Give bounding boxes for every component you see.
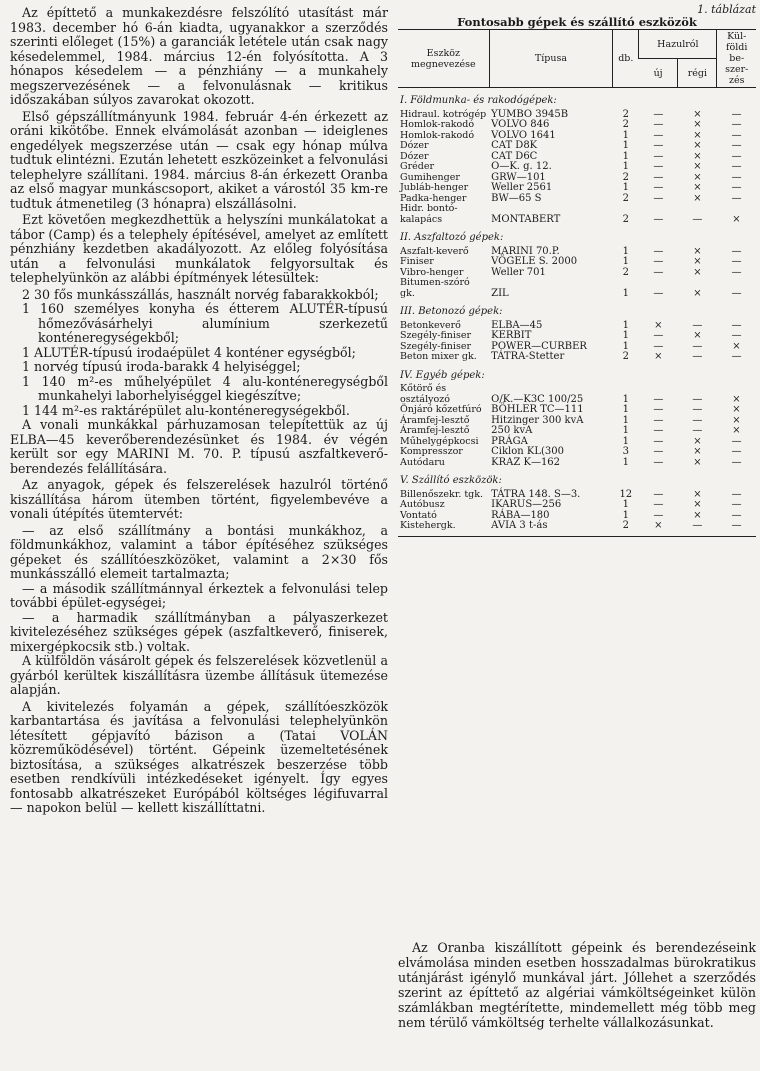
table-block <box>398 4 756 537</box>
cell-new: — <box>653 245 664 257</box>
paragraph-6: A külföldön vásárolt gépek és felszerelések közvetlenül a gyárból kerültek kiszállításra üzembe állításuk ütemezése alapján. <box>10 653 388 697</box>
cell-foreign: — <box>731 129 742 141</box>
cell-foreign: — <box>731 245 742 257</box>
table-row <box>398 183 756 194</box>
cell-new: — <box>653 287 664 299</box>
table-row <box>398 490 756 501</box>
cell-old: — <box>692 404 703 415</box>
cell-name: Kompresszor <box>400 446 463 457</box>
cell-new: — <box>653 393 664 405</box>
cell-foreign: — <box>731 108 742 120</box>
cell-type: MARINI 70.P. <box>491 245 560 257</box>
cell-name: Vontató <box>400 509 437 521</box>
cell-qty: 2 <box>622 351 629 362</box>
table-row <box>398 521 756 536</box>
cell-foreign: × <box>732 404 741 415</box>
cell-foreign: — <box>731 319 742 331</box>
cell-old: — <box>692 319 703 331</box>
cell-qty: 2 <box>622 119 629 130</box>
paragraph-5: Az anyagok, gépek és felszerelések hazulról történő kiszállítása három ütemben történt, figyelembevéve a vonali útépítés ütemtervét: <box>10 477 388 521</box>
cell-new: — <box>653 182 664 193</box>
list-item: 2 30 fős munkásszállás, használt norvég fabarakkokból; <box>22 286 379 302</box>
cell-type: RÁBA—180 <box>491 509 550 521</box>
table-row <box>398 247 756 258</box>
cell-old: × <box>693 150 702 162</box>
cell-foreign: × <box>732 393 741 405</box>
cell-new: — <box>653 499 664 510</box>
cell-new: — <box>653 256 664 267</box>
left-column <box>10 6 388 818</box>
section-title: III. Betonozó gépek: <box>400 306 503 317</box>
cell-foreign: × <box>732 425 741 436</box>
cell-qty: 1 <box>622 182 629 193</box>
cell-new: — <box>653 161 664 172</box>
table-row <box>398 257 756 268</box>
cell-name: Autóbusz <box>400 499 445 510</box>
cell-old: × <box>693 256 702 267</box>
cell-qty: 2 <box>622 192 629 204</box>
section-row <box>398 88 756 110</box>
cell-name: Áramfej-lesztő <box>400 425 470 436</box>
cell-qty: 2 <box>622 171 629 183</box>
cell-name: Dózer <box>400 150 429 162</box>
header-name: Eszköz megnevezése <box>398 30 489 88</box>
list-item: 1 norvég típusú iroda-barakk 4 helyiséggel; <box>22 359 301 374</box>
cell-new: — <box>653 340 664 352</box>
cell-qty: 1 <box>622 319 629 331</box>
cell-type: CAT D8K <box>491 140 538 151</box>
cell-name: Gréder <box>400 161 434 172</box>
cell-foreign: — <box>731 435 742 447</box>
paragraph-right: Az Oranba kiszállított gépeink és berendezéseink elvámolása minden esetben hosszadalmas bürokratikus utánjárást igénylő munkával járt. Jóllehet a szerződés szerint az építtető az algériai vámköltségeinket külön számlákban megtérítette, mindemellett még több meg nem térülő vámköltség terhelte vállalkozásunkat. <box>398 940 756 1030</box>
cell-name: Billenőszekr. tgk. <box>400 488 484 500</box>
cell-name: Kőtörő és osztályozó <box>400 383 450 405</box>
cell-new: — <box>653 446 664 457</box>
paragraph-4: A vonali munkákkal párhuzamosan telepítettük az új ELBA—45 keverőberendezésünket és 1984. év végén került sor egy MARINI M. 70. P. típusú aszfaltkeverő-berendezés felállítására. <box>10 417 388 476</box>
section-title: II. Aszfaltozó gépek: <box>400 232 504 243</box>
cell-name: Aszfalt-keverő <box>400 245 469 257</box>
table-row <box>398 162 756 173</box>
section-row <box>398 225 756 247</box>
cell-qty: 1 <box>622 140 629 151</box>
cell-qty: 3 <box>622 446 629 457</box>
cell-name: Homlok-rakodó <box>400 129 475 141</box>
cell-type: VOLVO 846 <box>491 119 550 130</box>
cell-type: KRAZ K—162 <box>491 456 561 468</box>
cell-foreign: — <box>731 446 742 457</box>
cell-type: Hitzinger 300 kvA <box>491 414 584 426</box>
cell-type: ELBA—45 <box>491 319 543 331</box>
cell-old: × <box>693 129 702 141</box>
cell-old: × <box>693 509 702 521</box>
table-row <box>398 331 756 342</box>
cell-name: Hidraul. kotrógép <box>400 108 487 120</box>
dash-item: — az első szállítmány a bontási munkákhoz, a földmunkákhoz, valamint a tábor építéséhez szükséges gépeket és szállítóeszközöket, valamint a 2×30 fős munkásszálló elemeit tartalmazta; <box>10 522 388 581</box>
cell-name: Kistehergk. <box>398 521 489 536</box>
cell-qty: 2 <box>622 108 629 120</box>
cell-name: Jubláb-henger <box>400 182 469 193</box>
cell-name: Áramfej-lesztő <box>400 414 470 426</box>
cell-type: Ciklon KL(300 <box>491 446 564 457</box>
cell-new: — <box>653 150 664 162</box>
cell-qty: 12 <box>619 488 633 500</box>
cell-foreign: — <box>731 509 742 521</box>
table-body <box>398 88 756 537</box>
cell-old: — <box>692 425 703 436</box>
cell-name: Vibro-henger <box>400 266 464 278</box>
cell-foreign: — <box>731 119 742 130</box>
table-row <box>398 204 756 225</box>
cell-name: Műhelygépkocsi <box>400 435 479 447</box>
cell-old: × <box>693 287 702 299</box>
cell-qty: 1 <box>622 509 629 521</box>
cell-foreign: — <box>731 192 742 204</box>
cell-old: — <box>692 393 703 405</box>
cell-old: × <box>693 119 702 130</box>
table-row <box>398 152 756 163</box>
cell-foreign: — <box>731 140 742 151</box>
cell-type: MONTABERT <box>491 213 561 225</box>
cell-old: × <box>693 488 702 500</box>
cell-qty: 1 <box>622 456 629 468</box>
table-number: 1. táblázat <box>697 3 756 16</box>
section-row <box>398 363 756 385</box>
cell-foreign: × <box>732 213 741 225</box>
table-row <box>398 426 756 437</box>
table-row <box>398 141 756 152</box>
cell-foreign: — <box>731 287 742 299</box>
cell-name: Szegély-finiser <box>400 340 471 352</box>
cell-old: × <box>693 245 702 257</box>
equipment-table <box>398 29 756 537</box>
cell-qty: 1 <box>622 330 629 341</box>
paragraph-7: A kivitelezés folyamán a gépek, szállítóeszközök karbantartása és javítása a felvonulási telephelyünkön létesített gépjavító bázison a (Tatai VOLÁN közreműködésével) történt. Gépeink üzemeltetésének biztosítása, a szükséges alkatrészek beszerzése több esetben rendkívüli intézkedéseket igényelt. Így egyes fontosabb alkatrészeket Európából költséges légifuvarral — napokon belül — kellett kiszállíttatni. <box>10 698 388 815</box>
paragraph-3: Ezt követően megkezdhettük a helyszíni munkálatokat a tábor (Camp) és a telephely építésével, amelyet az említett pénzhiány kezdetben akadályozott. Az előleg folyósítása után a felvonulási munkálatok felgyorsultak és telephelyünkön az alábbi építmények létesültek: <box>10 212 388 285</box>
cell-type: VÖGELE S. 2000 <box>491 256 578 267</box>
section-row <box>398 468 756 490</box>
cell-qty: 1 <box>622 245 629 257</box>
header-foreign: Kül-földi be-szer-zés <box>717 30 756 88</box>
cell-type: CAT D6C <box>491 150 538 162</box>
table-row <box>398 458 756 469</box>
cell-new: — <box>653 414 664 426</box>
cell-qty: 2 <box>622 266 629 278</box>
list-item: 1 144 m²-es raktárépület alu-konténeregységekből. <box>22 402 350 418</box>
cell-qty: 1 <box>622 404 629 415</box>
cell-new: — <box>653 108 664 120</box>
section-title: I. Földmunka- és rakodógépek: <box>400 95 557 106</box>
table-title: Fontosabb gépek és szállító eszközök <box>457 15 697 29</box>
cell-new: — <box>653 266 664 278</box>
cell-type: GRW—101 <box>491 171 546 183</box>
table-row <box>398 131 756 142</box>
dash-item: — a harmadik szállítmányban a pályaszerkezet kivitelezéséhez szükséges gépek (aszfaltkeverő, finiserek, mixergépkocsik stb.) voltak. <box>10 609 388 654</box>
cell-new: — <box>653 404 664 415</box>
cell-qty: 1 <box>622 340 629 352</box>
cell-foreign: — <box>731 171 742 183</box>
cell-type: POWER—CURBER <box>491 340 587 352</box>
cell-type: YUMBO 3945B <box>491 108 569 120</box>
cell-name: Finiser <box>400 256 434 267</box>
cell-foreign: — <box>731 499 742 510</box>
cell-type: O/K.—K3C 100/25 <box>491 393 584 405</box>
cell-qty: 1 <box>622 161 629 172</box>
cell-type: Weller 2561 <box>491 182 553 193</box>
cell-foreign: — <box>731 266 742 278</box>
cell-new: — <box>653 119 664 130</box>
cell-old: × <box>693 266 702 278</box>
cell-foreign: — <box>731 488 742 500</box>
cell-qty: 1 <box>622 414 629 426</box>
cell-type: PRÁGA <box>491 435 528 447</box>
table-row <box>398 405 756 416</box>
cell-type: VOLVO 1641 <box>491 129 556 141</box>
cell-foreign: — <box>731 161 742 172</box>
cell-qty: 2 <box>613 521 639 536</box>
dash-item: — a második szállítmánnyal érkeztek a felvonulási telep további épület-egységei; <box>10 580 388 610</box>
cell-qty: 1 <box>622 150 629 162</box>
cell-old: × <box>693 161 702 172</box>
table-row <box>398 278 756 299</box>
cell-old: — <box>692 213 703 225</box>
section-row <box>398 299 756 321</box>
cell-new: — <box>653 488 664 500</box>
cell-foreign: — <box>731 456 742 468</box>
table-row <box>398 120 756 131</box>
cell-type: TÁTRA-Stetter <box>491 351 565 362</box>
cell-type: AVIA 3 t-ás <box>489 521 613 536</box>
cell-name: Autódaru <box>400 456 445 468</box>
header-home: Hazulról <box>639 30 717 59</box>
cell-name: Padka-henger <box>400 192 467 204</box>
cell-new: — <box>653 213 664 225</box>
table-row <box>398 352 756 363</box>
cell-name: Szegély-finiser <box>400 330 471 341</box>
cell-foreign: — <box>731 256 742 267</box>
cell-type: ZIL <box>491 287 509 299</box>
cell-foreign: × <box>732 340 741 352</box>
cell-new: — <box>653 425 664 436</box>
cell-new: × <box>639 521 678 536</box>
cell-old: × <box>693 499 702 510</box>
section-title: IV. Egyéb gépek: <box>400 369 485 381</box>
cell-new: × <box>654 351 663 362</box>
cell-type: TÁTRA 148. S—3. <box>491 488 581 500</box>
cell-qty: 1 <box>622 435 629 447</box>
cell-old: — <box>692 340 703 352</box>
cell-old: × <box>693 330 702 341</box>
cell-type: BW—65 S <box>491 192 542 204</box>
cell-name: Betonkeverő <box>400 319 461 331</box>
cell-type: KERBIT <box>491 330 532 341</box>
cell-name: Bitumen-szóró gk. <box>400 277 470 299</box>
table-row <box>398 500 756 511</box>
cell-qty: 1 <box>622 287 629 299</box>
cell-qty: 1 <box>622 256 629 267</box>
cell-qty: 1 <box>622 129 629 141</box>
cell-old: × <box>693 171 702 183</box>
cell-new: — <box>653 435 664 447</box>
header-type: Típusa <box>489 30 613 88</box>
list-item: 1 ALUTÉR-típusú irodaépület 4 konténer egységből; <box>22 344 356 360</box>
cell-new: — <box>653 330 664 341</box>
cell-name: Dózer <box>400 140 429 151</box>
cell-type: Weller 701 <box>491 266 546 278</box>
cell-old: × <box>693 182 702 193</box>
cell-old: × <box>693 140 702 151</box>
cell-foreign: × <box>732 414 741 426</box>
cell-old: — <box>678 521 717 536</box>
cell-type: IKARUS—256 <box>491 499 562 510</box>
cell-new: — <box>653 456 664 468</box>
list-item: 1 140 m²-es műhelyépület 4 alu-konténeregységből munkahelyi laborhelyiséggel kiegészítve; <box>22 373 388 403</box>
cell-old: — <box>692 414 703 426</box>
cell-new: — <box>653 140 664 151</box>
cell-type: BÖHLER TC—111 <box>491 404 584 415</box>
header-old: régi <box>678 59 717 88</box>
cell-type: 250 kvA <box>491 425 533 436</box>
header-new: új <box>639 59 678 88</box>
cell-foreign: — <box>731 330 742 341</box>
cell-old: × <box>693 435 702 447</box>
table-row <box>398 384 756 405</box>
table-row <box>398 447 756 458</box>
cell-old: × <box>693 192 702 204</box>
list-item: 1 160 személyes konyha és étterem ALUTÉR-típusú hőmezővásárhelyi alumínium szerkezetű konténeregységekből; <box>22 301 388 345</box>
cell-qty: 1 <box>622 425 629 436</box>
section-title: V. Szállító eszközök: <box>400 475 502 486</box>
cell-name: Gumihenger <box>400 171 460 183</box>
paragraph-1: Az építtető a munkakezdésre felszólító utasítást már 1983. december hó 6-án kiadta, ugyanakkor a szerződés szerinti előleget (15%) a garanciák letétele után csak nagy késedelemmel, 1984. március 12-én folyósította. A 3 hónapos késedelem — a pénzhiány — a munkahely megszervezésének — a felvonulásnak — kritikus időszakában súlyos zavarokat okozott. <box>10 5 388 107</box>
paragraph-2: Első gépszállítmányunk 1984. február 4-én érkezett az oráni kikötőbe. Ennek elvámolását azonban — ideiglenes engedélyek megszerzése után — csak egy hónap múlva tudtuk elintézni. Ezután lehetett eszközeinket a felvonulási telephelyre szállítani. 1984. március 8-án érkezett Oranba az első magyar munkáscsoport, akiket a várostól 35 km-re tudtuk átmenetileg (3 hónapra) elszállásolni. <box>10 108 388 211</box>
cell-name: Beton mixer gk. <box>400 351 477 362</box>
right-column-text <box>398 940 756 1030</box>
cell-new: — <box>653 192 664 204</box>
cell-new: — <box>653 129 664 141</box>
cell-foreign: — <box>731 351 742 362</box>
cell-new: — <box>653 171 664 183</box>
cell-new: — <box>653 509 664 521</box>
cell-qty: 1 <box>622 499 629 510</box>
cell-foreign: — <box>731 182 742 193</box>
cell-name: Hidr. bontó-kalapács <box>400 203 458 225</box>
cell-qty: 1 <box>622 393 629 405</box>
cell-old: — <box>692 351 703 362</box>
cell-foreign: — <box>717 521 756 536</box>
cell-name: Homlok-rakodó <box>400 119 475 130</box>
header-qty: db. <box>613 30 639 88</box>
cell-qty: 2 <box>622 213 629 225</box>
cell-old: × <box>693 446 702 457</box>
cell-foreign: — <box>731 150 742 162</box>
cell-old: × <box>693 108 702 120</box>
cell-new: × <box>654 319 663 331</box>
cell-name: Önjáró kőzetfúró <box>400 404 482 415</box>
cell-old: × <box>693 456 702 468</box>
cell-type: O—K. g. 12. <box>491 161 552 172</box>
